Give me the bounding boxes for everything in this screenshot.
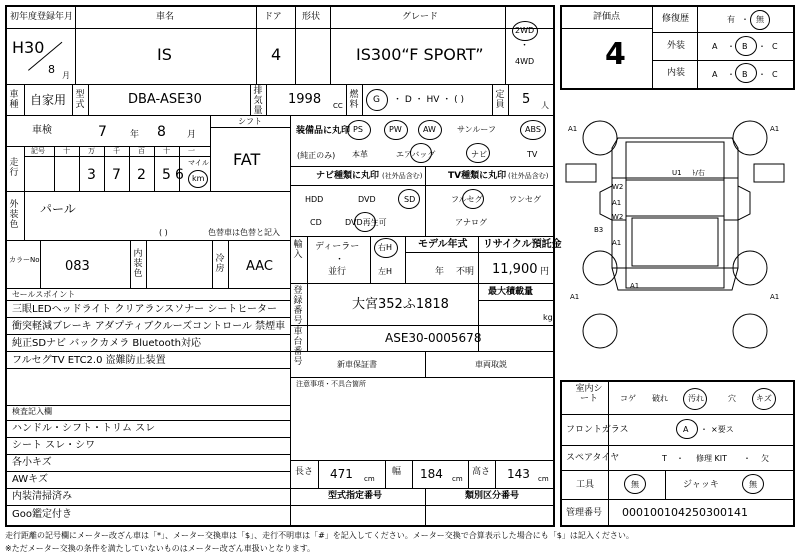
- import-parallel: 並行: [328, 267, 347, 277]
- capacity-label: 定員: [495, 90, 505, 110]
- recycle-value: 11,900: [492, 262, 538, 277]
- car-damage-diagram: [560, 118, 790, 380]
- type-designation-label: 型式指定番号: [328, 491, 383, 501]
- footer-line-1: 走行距離の記号欄にメーター改ざん車は「*」、メーター交換車は「$」、走行不明車は「#」を記入してください。メーター交換で合算表示した場合にも「$」は記入ください。: [5, 531, 634, 540]
- interior-color-label: 内装色: [133, 249, 143, 279]
- spare-left-tire: [583, 314, 617, 348]
- spare-kit: 修理 KIT: [696, 454, 728, 463]
- tools-label: 工具: [576, 480, 595, 490]
- equip-ps: PS: [353, 125, 363, 134]
- import-label: 輸入: [293, 240, 303, 260]
- color-code-label: カラーNo.: [9, 256, 42, 264]
- category-label: 車種: [9, 90, 19, 110]
- tools-value: 無: [631, 480, 639, 489]
- inspection-year: 7: [98, 124, 107, 140]
- aircon-label: 冷房: [215, 254, 225, 274]
- exterior-label: 外装: [667, 41, 686, 51]
- drive-dot: ・: [520, 41, 530, 51]
- door-label: ドア: [264, 12, 282, 22]
- spare-none: 欠: [761, 454, 769, 463]
- inspector-line-6: Goo鑑定付き: [12, 509, 72, 520]
- equip-navi: ナビ: [471, 150, 487, 159]
- mileage-digit-5: 6: [175, 167, 184, 183]
- inspector-line-5: 内装清掃済み: [12, 491, 72, 502]
- sales-point-3: 純正SDナビ バックカメラ Bluetooth対応: [12, 338, 201, 349]
- model-value: DBA-ASE30: [128, 92, 202, 107]
- score-value: 4: [605, 37, 626, 72]
- reg-month-unit: 月: [62, 71, 70, 80]
- warranty-label: 新車保証書: [337, 360, 377, 369]
- repair-yes: 有: [727, 15, 735, 24]
- inspection-month-unit: 月: [187, 130, 197, 140]
- inspector-label: 検査記入欄: [12, 407, 52, 416]
- diagram-label-12: ﾄ/右: [692, 169, 705, 177]
- width-unit: cm: [452, 475, 463, 483]
- mileage-digit-2: 7: [112, 167, 121, 183]
- fuel-g: G: [373, 95, 380, 105]
- rear-bumper: [754, 164, 784, 182]
- km-label: km: [192, 174, 205, 183]
- mileage-digit-label-2: 千: [113, 147, 120, 155]
- model-year-unit: 年: [435, 267, 445, 277]
- inspector-line-4: AWキズ: [12, 474, 48, 485]
- recycle-unit: 円: [540, 267, 550, 277]
- spare-dot2: ・: [743, 454, 751, 463]
- diagram-label-11: U1: [672, 169, 682, 177]
- width-label: 幅: [392, 467, 402, 477]
- color-note: 色替車は色替と記入: [208, 228, 280, 237]
- seat-opt-4: 穴: [728, 394, 736, 403]
- interior-sep-1: ・: [727, 70, 735, 79]
- mileage-sign-label: 記号: [31, 147, 45, 155]
- displacement-unit: CC: [333, 102, 343, 110]
- inspector-line-1: ハンドル・シフト・トリム スレ: [12, 423, 156, 434]
- trunk-panel: [626, 268, 724, 288]
- diagram-label-3: W2: [612, 183, 624, 191]
- windshield-a: A: [683, 425, 689, 434]
- color-code-value: 083: [65, 259, 90, 274]
- mileage-label: 走行: [9, 158, 19, 178]
- windshield-label: フロントガラス: [566, 425, 629, 435]
- exterior-sep-2: ・: [758, 42, 766, 51]
- length-label: 長さ: [295, 467, 314, 477]
- diagram-label-9: A1: [570, 293, 580, 301]
- mileage-digit-1: 3: [87, 167, 96, 183]
- interior-c: C: [772, 70, 778, 79]
- diagram-label-5: W2: [612, 213, 624, 221]
- diagram-label-6: B3: [594, 226, 604, 234]
- tv-title: TV種類に丸印: [448, 171, 507, 181]
- displacement-value: 1998: [288, 92, 322, 107]
- diagram-label-10: A1: [770, 293, 780, 301]
- navi-sd: SD: [404, 195, 416, 204]
- capacity-unit: 人: [541, 101, 549, 110]
- equip-pw: PW: [389, 125, 402, 134]
- length-unit: cm: [364, 475, 375, 483]
- height-value: 143: [507, 467, 530, 481]
- tv-analog: アナログ: [455, 218, 487, 227]
- navi-title-note: (社外品含む): [382, 172, 423, 180]
- equip-abs: ABS: [525, 125, 541, 134]
- tv-fullseg: フルセグ: [451, 195, 483, 204]
- inspection-label: 車検: [32, 125, 52, 136]
- shift-label: シフト: [238, 117, 262, 126]
- inspector-line-3: 各小キズ: [12, 457, 52, 468]
- repair-dot: ・: [741, 15, 749, 24]
- import-dealer: ディーラー: [315, 242, 360, 252]
- equipment-label: 装備品に丸印: [296, 126, 351, 136]
- fuel-label: 燃料: [349, 90, 359, 110]
- equip-sunroof: サンルーフ: [457, 125, 496, 134]
- exterior-c: C: [772, 42, 778, 51]
- equip-leather: 本革: [352, 150, 368, 159]
- registration-value: 大宮352ふ1818: [352, 297, 449, 312]
- drive-4wd: 4WD: [515, 57, 535, 66]
- exterior-a: A: [712, 42, 718, 51]
- equip-airbag: エアバッグ: [396, 150, 436, 159]
- notes-label: 注意事項・不具合箇所: [296, 380, 366, 388]
- reg-month: 8: [48, 63, 55, 76]
- category-value: 自家用: [30, 93, 67, 107]
- capacity-value: 5: [522, 92, 531, 107]
- repair-label: 修復歴: [662, 14, 690, 24]
- airbag-circle: [410, 143, 432, 163]
- interior-b: B: [742, 70, 748, 79]
- inspector-line-2: シート スレ・シワ: [12, 440, 96, 451]
- navi-cd: CD: [310, 218, 322, 227]
- seat-opt-1: コゲ: [620, 394, 636, 403]
- max-load-unit: kg: [543, 313, 553, 322]
- spare-dot: ・: [676, 454, 684, 463]
- sales-point-4: フルセグTV ETC2.0 盗難防止装置: [12, 355, 166, 366]
- roof-panel: [632, 218, 718, 266]
- score-label: 評価点: [593, 12, 621, 22]
- color-value: パール: [40, 202, 76, 216]
- shift-value: FAT: [233, 150, 261, 169]
- door-count: 4: [271, 45, 282, 64]
- tv-oneseg: ワンセグ: [509, 195, 541, 204]
- car-name: IS: [157, 45, 172, 64]
- navi-dvd-play: DVD再生可: [345, 218, 387, 227]
- diagram-label-4: A1: [612, 199, 622, 207]
- right-front-door: [724, 178, 738, 220]
- steering-left: 左H: [378, 267, 393, 276]
- management-label: 管理番号: [566, 508, 603, 518]
- windshield-x: ×要ス: [711, 425, 734, 434]
- recycle-label: リサイクル預託金: [483, 239, 562, 250]
- aircon-value: AAC: [246, 259, 273, 274]
- seat-label: 室内シート: [575, 384, 603, 404]
- reg-year-label: 初年度登録年月: [10, 12, 74, 22]
- fuel-options: ・ D ・ HV ・ ( ): [393, 95, 465, 105]
- mileage-digit-label-0: 十: [63, 147, 70, 155]
- sales-point-1: 三眼LEDヘッドライト クリアランスソナー シートヒーター: [12, 304, 277, 315]
- manual-label: 車両取説: [475, 360, 507, 369]
- mile-label: マイル: [188, 159, 209, 167]
- equip-tv: TV: [527, 150, 538, 159]
- length-value: 471: [330, 467, 353, 481]
- diagram-label-7: A1: [612, 239, 622, 247]
- repair-no: 無: [756, 15, 764, 24]
- windshield-dot: ・: [700, 425, 708, 434]
- mileage-digit-label-3: 百: [138, 147, 145, 155]
- color-paren: ( ): [159, 228, 168, 237]
- interior-sep-2: ・: [758, 70, 766, 79]
- jack-label: ジャッキ: [683, 480, 719, 490]
- model-year-label: モデル年式: [418, 239, 468, 250]
- height-label: 高さ: [472, 467, 491, 477]
- displacement-label: 排気量: [253, 86, 263, 116]
- mileage-digit-4: 5: [162, 167, 171, 183]
- drive-2wd: 2WD: [515, 26, 535, 35]
- management-value: 000100104250300141: [622, 506, 748, 519]
- spare-t: T: [662, 454, 667, 463]
- category-number-label: 類別区分番号: [465, 491, 520, 501]
- inspection-year-unit: 年: [130, 130, 140, 140]
- right-rear-door: [724, 220, 738, 268]
- shape-label: 形状: [302, 12, 321, 22]
- steering-right: 右H: [378, 243, 393, 252]
- reg-era: H30: [12, 38, 45, 57]
- jack-value: 無: [749, 480, 757, 489]
- seat-opt-2: 破れ: [652, 394, 668, 403]
- interior-label: 内装: [667, 68, 686, 78]
- diagram-label-2: A1: [770, 125, 780, 133]
- grade-value: IS300“F SPORT”: [356, 45, 484, 64]
- navi-title: ナビ種類に丸印: [316, 171, 380, 181]
- tv-title-note: (社外品含む): [508, 172, 549, 180]
- equipment-sublabel: (純正のみ): [297, 151, 336, 160]
- footer-line-2: ※ただメーター交換の条件を満たしていないものはメーター改ざん車扱いとなります。: [5, 544, 316, 553]
- mileage-digit-label-1: 万: [88, 147, 95, 155]
- diagram-label-8: A1: [630, 282, 640, 290]
- chassis-label: 車台番号: [293, 327, 303, 367]
- import-dot: ・: [335, 255, 345, 265]
- equip-aw: AW: [423, 125, 436, 134]
- max-load-label: 最大積載量: [488, 287, 534, 297]
- chassis-value: ASE30-0005678: [385, 331, 482, 345]
- width-value: 184: [420, 467, 443, 481]
- color-label: 外装色: [9, 200, 19, 230]
- seat-opt-5: キズ: [756, 394, 772, 403]
- mileage-digit-label-5: 一: [188, 147, 195, 155]
- model-year-unknown: 不明: [456, 267, 475, 277]
- exterior-b: B: [742, 42, 748, 51]
- diagram-label-1: A1: [568, 125, 578, 133]
- height-unit: cm: [538, 475, 549, 483]
- mileage-digit-3: 2: [137, 167, 146, 183]
- exterior-sep-1: ・: [727, 42, 735, 51]
- car-name-label: 車名: [156, 12, 175, 22]
- spare-right-tire: [733, 314, 767, 348]
- registration-label: 登録番号: [293, 286, 303, 326]
- navi-hdd: HDD: [305, 195, 324, 204]
- spare-label: スペアタイヤ: [566, 453, 620, 463]
- interior-a: A: [712, 70, 718, 79]
- navi-dvd: DVD: [358, 195, 376, 204]
- seat-opt-3: 汚れ: [688, 394, 704, 403]
- sales-point-2: 衝突軽減ブレーキ アダプティブクルーズコントロール 禁煙車: [12, 321, 286, 332]
- windshield-panel: [626, 180, 724, 216]
- model-label: 型式: [75, 90, 85, 110]
- inspection-month: 8: [157, 124, 166, 140]
- front-bumper: [566, 164, 596, 182]
- sales-points-label: セールスポイント: [12, 290, 76, 299]
- mileage-digit-label-4: 十: [163, 147, 170, 155]
- grade-label: グレード: [402, 12, 439, 22]
